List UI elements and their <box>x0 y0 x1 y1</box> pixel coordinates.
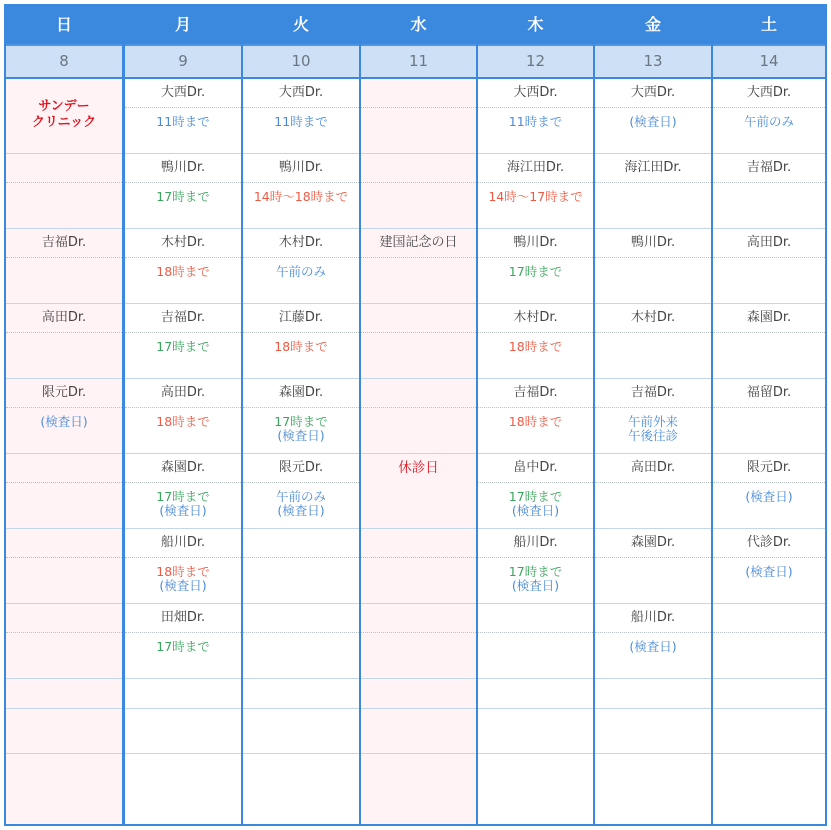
schedule-slot <box>6 304 122 379</box>
schedule-slot <box>243 229 359 304</box>
doctor-name: 高田Dr. <box>595 454 711 483</box>
weekly-schedule-calendar <box>4 4 827 826</box>
schedule-slot <box>361 679 476 709</box>
doctor-name: 限元Dr. <box>243 454 359 483</box>
doctor-name: 建国記念の日 <box>361 229 476 258</box>
hours-note: 18時まで <box>156 264 210 279</box>
schedule-slot <box>595 679 711 709</box>
schedule-slot <box>713 679 825 709</box>
schedule-slot <box>361 154 476 229</box>
hours-note: (検査日) <box>629 639 677 654</box>
schedule-slot <box>595 79 711 154</box>
schedule-slot <box>6 154 122 229</box>
doctor-name: 代診Dr. <box>713 529 825 558</box>
schedule-slot <box>713 379 825 454</box>
doctor-name: 鴨川Dr. <box>478 229 593 258</box>
hours-note: 17時まで (検査日) <box>274 414 328 443</box>
sunday-clinic-label: サンデー クリニック <box>31 99 97 130</box>
hours-note: 午前のみ (検査日) <box>275 489 326 518</box>
empty-line <box>6 454 122 483</box>
schedule-slot <box>595 229 711 304</box>
doctor-name: 吉福Dr. <box>595 379 711 408</box>
doctor-name: 海江田Dr. <box>478 154 593 183</box>
hours-note: 18時まで <box>508 414 563 429</box>
date-cell: 11 <box>361 44 476 77</box>
schedule-slot <box>6 679 122 709</box>
schedule-slot <box>595 379 711 454</box>
doctor-name: 海江田Dr. <box>595 154 711 183</box>
empty-line <box>361 679 476 707</box>
doctor-name: 大西Dr. <box>243 79 359 108</box>
date-cell: 8 <box>6 44 122 77</box>
schedule-slot <box>125 604 241 679</box>
doctor-name: 江藤Dr. <box>243 304 359 333</box>
doctor-name: 大西Dr. <box>713 79 825 108</box>
empty-line <box>361 304 476 333</box>
doctor-name: 限元Dr. <box>6 379 122 408</box>
schedule-body <box>6 79 122 824</box>
hours-note: 午前のみ <box>275 264 326 279</box>
weekday-header: 月 <box>125 6 241 44</box>
hours-note: 17時まで <box>156 339 210 354</box>
schedule-slot <box>125 529 241 604</box>
schedule-slot <box>243 154 359 229</box>
empty-line <box>361 604 476 633</box>
doctor-name: 高田Dr. <box>6 304 122 333</box>
empty-line <box>713 679 825 707</box>
schedule-body <box>243 79 359 824</box>
empty-line <box>478 679 593 707</box>
empty-line <box>6 679 122 707</box>
schedule-slot <box>6 709 122 754</box>
day-column-10 <box>243 6 359 824</box>
hours-note: 18時まで (検査日) <box>156 564 210 593</box>
empty-line <box>361 379 476 408</box>
hours-note: (検査日) <box>745 564 793 579</box>
doctor-name: 鴨川Dr. <box>243 154 359 183</box>
hours-note: 18時まで <box>508 339 563 354</box>
schedule-slot <box>361 604 476 679</box>
empty-line <box>125 709 241 737</box>
empty-line <box>361 529 476 558</box>
weekday-header: 水 <box>361 6 476 44</box>
schedule-slot <box>713 529 825 604</box>
doctor-name: 木村Dr. <box>478 304 593 333</box>
doctor-name: 田畑Dr. <box>125 604 241 633</box>
schedule-slot <box>478 604 593 679</box>
hours-note: 14時〜18時まで <box>253 189 349 204</box>
schedule-slot <box>595 454 711 529</box>
schedule-slot <box>713 79 825 154</box>
date-cell: 9 <box>125 44 241 77</box>
schedule-slot <box>125 454 241 529</box>
schedule-slot <box>6 379 122 454</box>
schedule-slot <box>243 529 359 604</box>
doctor-name: 船川Dr. <box>478 529 593 558</box>
schedule-slot <box>243 454 359 529</box>
hours-note: 17時まで (検査日) <box>156 489 210 518</box>
empty-line <box>713 604 825 633</box>
empty-line <box>478 709 593 737</box>
doctor-name: 大西Dr. <box>125 79 241 108</box>
empty-line <box>6 709 122 737</box>
schedule-body <box>125 79 241 824</box>
doctor-name: 木村Dr. <box>243 229 359 258</box>
schedule-slot <box>6 529 122 604</box>
weekday-header: 土 <box>713 6 825 44</box>
doctor-name: 森園Dr. <box>595 529 711 558</box>
schedule-slot <box>125 379 241 454</box>
schedule-slot <box>478 229 593 304</box>
empty-line <box>243 604 359 633</box>
doctor-name: 鴨川Dr. <box>125 154 241 183</box>
hours-note: 11時まで <box>274 114 328 129</box>
schedule-slot <box>478 154 593 229</box>
schedule-slot <box>713 454 825 529</box>
doctor-name: 高田Dr. <box>713 229 825 258</box>
schedule-slot <box>361 379 476 454</box>
date-cell: 14 <box>713 44 825 77</box>
day-column-9 <box>125 6 241 824</box>
doctor-name: 船川Dr. <box>595 604 711 633</box>
schedule-slot <box>125 679 241 709</box>
schedule-slot <box>125 709 241 754</box>
empty-line <box>713 709 825 737</box>
doctor-name: 吉福Dr. <box>713 154 825 183</box>
schedule-slot <box>6 79 122 154</box>
schedule-slot <box>243 679 359 709</box>
schedule-slot <box>478 79 593 154</box>
schedule-slot <box>6 229 122 304</box>
doctor-name: 限元Dr. <box>713 454 825 483</box>
schedule-slot <box>478 529 593 604</box>
schedule-slot <box>713 229 825 304</box>
hours-note: (検査日) <box>629 114 677 129</box>
hours-note: 17時まで (検査日) <box>508 489 563 518</box>
doctor-name: 畠中Dr. <box>478 454 593 483</box>
doctor-name: 鴨川Dr. <box>595 229 711 258</box>
schedule-slot <box>243 304 359 379</box>
empty-line <box>243 709 359 737</box>
empty-line <box>243 679 359 707</box>
hours-note: 17時まで <box>508 264 563 279</box>
schedule-slot <box>361 304 476 379</box>
day-column-8 <box>6 6 122 824</box>
empty-line <box>361 154 476 183</box>
hours-note: 午前外来 午後往診 <box>627 414 678 443</box>
schedule-slot <box>478 709 593 754</box>
doctor-name: 吉福Dr. <box>125 304 241 333</box>
schedule-body <box>713 79 825 824</box>
doctor-name: 吉福Dr. <box>478 379 593 408</box>
schedule-slot <box>478 379 593 454</box>
empty-line <box>6 529 122 558</box>
doctor-name: 木村Dr. <box>595 304 711 333</box>
schedule-slot <box>595 709 711 754</box>
schedule-slot <box>595 304 711 379</box>
schedule-slot <box>6 604 122 679</box>
schedule-slot <box>713 709 825 754</box>
date-cell: 10 <box>243 44 359 77</box>
doctor-name: 福留Dr. <box>713 379 825 408</box>
schedule-slot <box>713 304 825 379</box>
schedule-slot <box>713 154 825 229</box>
schedule-slot <box>361 229 476 304</box>
schedule-slot <box>125 229 241 304</box>
hours-note: 11時まで <box>508 114 563 129</box>
hours-note: 17時まで <box>156 639 210 654</box>
empty-line <box>6 604 122 633</box>
hours-note: 18時まで <box>274 339 328 354</box>
schedule-slot <box>243 379 359 454</box>
doctor-name: 吉福Dr. <box>6 229 122 258</box>
schedule-slot <box>361 709 476 754</box>
doctor-name: 木村Dr. <box>125 229 241 258</box>
schedule-slot <box>478 679 593 709</box>
empty-line <box>361 79 476 108</box>
schedule-slot <box>243 709 359 754</box>
doctor-name: 森園Dr. <box>125 454 241 483</box>
weekday-header: 火 <box>243 6 359 44</box>
day-column-12 <box>478 6 593 824</box>
empty-line <box>595 679 711 707</box>
schedule-slot <box>595 529 711 604</box>
weekday-header: 日 <box>6 6 122 44</box>
hours-note: 11時まで <box>156 114 210 129</box>
empty-line <box>243 529 359 558</box>
schedule-slot <box>361 454 476 529</box>
schedule-slot <box>243 604 359 679</box>
doctor-name: 大西Dr. <box>478 79 593 108</box>
schedule-slot <box>713 604 825 679</box>
schedule-slot <box>243 79 359 154</box>
empty-line <box>361 709 476 737</box>
schedule-slot <box>478 304 593 379</box>
empty-line <box>6 154 122 183</box>
hours-note: 17時まで <box>156 189 210 204</box>
hours-note: 18時まで <box>156 414 210 429</box>
day-column-11 <box>361 6 476 824</box>
date-cell: 12 <box>478 44 593 77</box>
hours-note: (検査日) <box>745 489 793 504</box>
schedule-body <box>595 79 711 824</box>
hours-note: 14時〜17時まで <box>488 189 583 204</box>
empty-line <box>595 709 711 737</box>
hours-note: 午前のみ <box>743 114 794 129</box>
schedule-slot <box>6 454 122 529</box>
doctor-name: 森園Dr. <box>243 379 359 408</box>
day-column-13 <box>595 6 711 824</box>
hours-note: 17時まで (検査日) <box>508 564 563 593</box>
schedule-slot <box>125 154 241 229</box>
date-cell: 13 <box>595 44 711 77</box>
schedule-slot <box>125 304 241 379</box>
schedule-body <box>361 79 476 824</box>
empty-line <box>478 604 593 633</box>
day-column-14 <box>713 6 825 824</box>
schedule-body <box>478 79 593 824</box>
schedule-slot <box>361 79 476 154</box>
weekday-header: 金 <box>595 6 711 44</box>
schedule-slot <box>595 604 711 679</box>
schedule-slot <box>125 79 241 154</box>
doctor-name: 高田Dr. <box>125 379 241 408</box>
doctor-name: 大西Dr. <box>595 79 711 108</box>
weekday-header: 木 <box>478 6 593 44</box>
doctor-name: 森園Dr. <box>713 304 825 333</box>
doctor-name: 船川Dr. <box>125 529 241 558</box>
schedule-slot <box>478 454 593 529</box>
closed-day-label: 休診日 <box>398 460 439 476</box>
hours-note: (検査日) <box>40 414 88 429</box>
empty-line <box>125 679 241 707</box>
schedule-slot <box>361 529 476 604</box>
schedule-slot <box>595 154 711 229</box>
